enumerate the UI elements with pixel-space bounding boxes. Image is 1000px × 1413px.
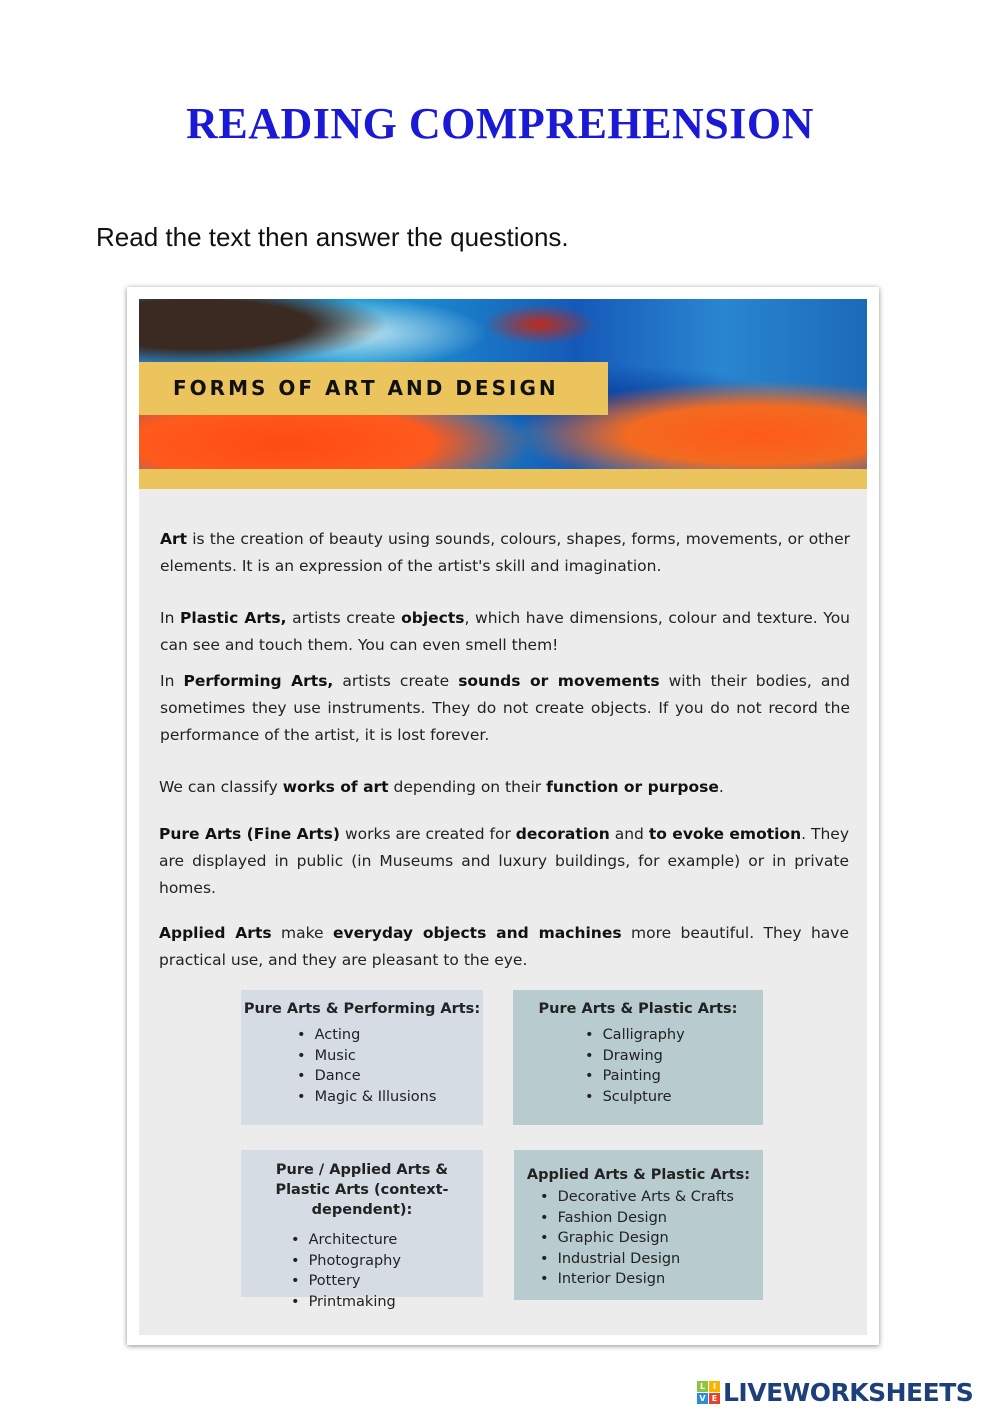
box-list-item: • Acting [297, 1025, 483, 1046]
liveworksheets-logo [697, 1378, 973, 1407]
box-title: Pure / Applied Arts & Plastic Arts (context-dependent): [275, 1162, 449, 1218]
text-segment: is the creation of beauty using sounds, colours, shapes, forms, movements, or other elements. It is an expression of the artist's skill and imagination. [160, 530, 850, 575]
bold-term: sounds or movements [458, 672, 660, 690]
box-list-item: • Decorative Arts & Crafts [540, 1187, 763, 1208]
instruction-text: Read the text then answer the questions. [96, 222, 569, 252]
box-list-item: • Pottery [291, 1271, 483, 1292]
page-title: READING COMPREHENSION [186, 99, 814, 148]
bold-term: Pure Arts (Fine Arts) [159, 825, 340, 843]
bold-term: Performing Arts, [183, 672, 334, 690]
paint-banner-image [139, 299, 867, 469]
box-list-item: • Dance [297, 1066, 483, 1087]
box-list-item: • Industrial Design [540, 1249, 763, 1270]
bold-term: Plastic Arts, [180, 609, 287, 627]
box-list-item: • Painting [585, 1066, 763, 1087]
paragraph-plastic-arts [160, 605, 850, 659]
yellow-band [139, 469, 867, 489]
box-title: Applied Arts & Plastic Arts: [526, 1167, 751, 1183]
bold-term: works of art [282, 778, 389, 796]
bold-term: Art [160, 530, 188, 548]
bold-term: Applied Arts [159, 924, 272, 942]
text-segment: with their bodies, and sometimes they use instruments. They do not create objects. If you do not record the performance of the artist, it is lost forever. [160, 672, 850, 744]
box-list-item: • Drawing [585, 1046, 763, 1067]
paragraph-art [160, 526, 850, 580]
text-segment: more beautiful. They have practical use, and they are pleasant to the eye. [159, 924, 849, 969]
text-segment: depending on their [388, 778, 547, 796]
box-title: Pure Arts & Performing Arts: [243, 1001, 481, 1017]
banner-title-box [139, 362, 608, 415]
box-list-item: • Fashion Design [540, 1208, 763, 1229]
text-segment: make [271, 924, 333, 942]
logo-letter-tile: I [709, 1381, 720, 1392]
reading-card [127, 287, 879, 1345]
logo-letter-tile: E [709, 1393, 720, 1404]
box-context-dependent [241, 1150, 483, 1310]
bold-term: everyday objects and machines [332, 924, 622, 942]
logo-letter-tile: V [697, 1393, 708, 1404]
text-segment: artists create [286, 609, 402, 627]
box-list-item: • Graphic Design [540, 1228, 763, 1249]
text-segment: . They are displayed in public (in Museums and luxury buildings, for example) or in private homes. [159, 825, 850, 897]
text-segment: We can classify [159, 778, 283, 796]
reading-content [139, 299, 867, 1335]
live-logo-icon [697, 1381, 720, 1404]
logo-letter-tile: L [697, 1381, 708, 1392]
text-segment: artists create [333, 672, 459, 690]
box-pure-plastic [513, 990, 763, 1125]
paragraph-applied-arts [159, 920, 849, 974]
logo-text: LIVEWORKSHEETS [723, 1378, 974, 1407]
box-list-item: • Sculpture [585, 1087, 763, 1108]
box-list-item: • Printmaking [291, 1292, 483, 1313]
text-segment: works are created for [340, 825, 516, 843]
box-list-item: • Calligraphy [585, 1025, 763, 1046]
bold-term: objects [401, 609, 465, 627]
box-list-item: • Interior Design [540, 1269, 763, 1290]
text-segment: . [718, 778, 724, 796]
text-segment: and [609, 825, 649, 843]
text-segment: In [160, 672, 184, 690]
banner-title: FORMS OF ART AND DESIGN [173, 376, 559, 400]
box-list-item: • Magic & Illusions [297, 1087, 483, 1108]
text-segment: , which have dimensions, colour and texture. You can see and touch them. You can even smell them! [160, 609, 850, 654]
paragraph-pure-arts [159, 821, 849, 902]
box-pure-performing [241, 990, 483, 1125]
box-list-item: • Photography [291, 1251, 483, 1272]
box-applied-plastic [514, 1150, 763, 1300]
box-list-item: • Music [297, 1046, 483, 1067]
paragraph-performing-arts [160, 668, 850, 749]
box-title: Pure Arts & Plastic Arts: [538, 1001, 738, 1017]
text-segment: In [160, 609, 181, 627]
paragraph-classify [159, 774, 849, 801]
bold-term: function or purpose [546, 778, 719, 796]
box-list-item: • Architecture [291, 1230, 483, 1251]
bold-term: decoration [515, 825, 610, 843]
bold-term: to evoke emotion [648, 825, 802, 843]
